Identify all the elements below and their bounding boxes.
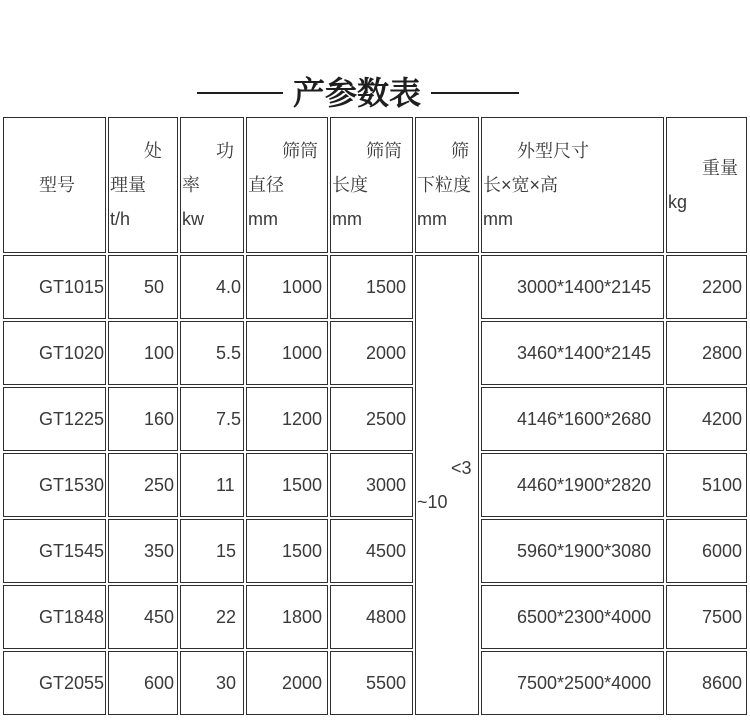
row5-power [180,519,244,583]
row4-weight [666,453,747,517]
dimensions-value: 3460*1400*2145 [517,343,652,363]
weight-value: 4200 [702,409,743,429]
header-capacity-unit: t/h [110,209,131,229]
row2-drum-diameter [246,321,328,385]
header-drum-diameter-line2: 直径 [248,175,284,195]
header-dimensions-unit: mm [483,209,513,229]
model-value: GT1530 [39,475,105,495]
row1-capacity [108,255,178,319]
row3-model [3,387,106,451]
row2-model [3,321,106,385]
capacity-value: 250 [144,475,175,495]
table-title [197,72,519,114]
undersize-value-line2: ~10 [417,492,448,512]
header-undersize-line1: 筛 [451,141,469,161]
header-undersize-line2: 下粒度 [417,175,471,195]
power-value: 11 [216,475,235,495]
row6-dimensions [481,585,664,649]
row6-capacity [108,585,178,649]
row5-capacity [108,519,178,583]
capacity-value: 100 [144,343,175,363]
dimensions-value: 6500*2300*4000 [517,607,652,627]
header-drum-length-unit: mm [332,209,362,229]
header-weight [666,117,747,253]
dimensions-value: 7500*2500*4000 [517,673,652,693]
header-drum-diameter [246,117,328,253]
row3-power [180,387,244,451]
row6-model [3,585,106,649]
header-power-unit: kw [182,209,204,229]
row6-weight [666,585,747,649]
header-capacity [108,117,178,253]
header-drum-length-line1: 筛筒 [366,141,402,161]
drum-length-value: 4800 [366,607,407,627]
title-text: 产参数表 [293,75,422,111]
power-value: 15 [216,541,237,561]
drum-length-value: 4500 [366,541,407,561]
row5-weight [666,519,747,583]
title-left-rule [197,92,283,94]
row1-dimensions [481,255,664,319]
capacity-value: 450 [144,607,175,627]
row6-drum-diameter [246,585,328,649]
drum-diameter-value: 1800 [282,607,323,627]
header-weight-line1: 重量 [702,158,738,178]
power-value: 5.5 [216,343,242,363]
row5-drum-length [330,519,413,583]
row4-drum-diameter [246,453,328,517]
model-value: GT1225 [39,409,105,429]
header-undersize-unit: mm [417,209,447,229]
undersize-value-line1: <3 [451,458,472,478]
weight-value: 8600 [702,673,743,693]
capacity-value: 600 [144,673,175,693]
dimensions-value: 3000*1400*2145 [517,277,652,297]
header-weight-unit: kg [668,192,688,212]
header-dimensions-line1: 外型尺寸 [517,141,589,161]
capacity-value: 160 [144,409,175,429]
weight-value: 2200 [702,277,743,297]
drum-length-value: 1500 [366,277,407,297]
header-drum-length-line2: 长度 [332,175,368,195]
row7-drum-length [330,651,413,715]
row4-dimensions [481,453,664,517]
row7-weight [666,651,747,715]
row1-model [3,255,106,319]
header-power-line2: 率 [182,175,200,195]
row2-capacity [108,321,178,385]
row2-drum-length [330,321,413,385]
header-drum-length [330,117,413,253]
header-capacity-line1: 处 [144,141,162,161]
header-model-line1: 型号 [39,175,75,195]
row1-weight [666,255,747,319]
weight-value: 2800 [702,343,743,363]
row1-drum-length [330,255,413,319]
model-value: GT1848 [39,607,105,627]
drum-diameter-value: 1000 [282,343,323,363]
power-value: 7.5 [216,409,242,429]
drum-diameter-value: 1500 [282,541,323,561]
drum-diameter-value: 2000 [282,673,323,693]
power-value: 30 [216,673,237,693]
header-power [180,117,244,253]
weight-value: 5100 [702,475,743,495]
undersize-value-cell [415,255,479,715]
power-value: 4.0 [216,277,242,297]
model-value: GT2055 [39,673,105,693]
drum-length-value: 2500 [366,409,407,429]
power-value: 22 [216,607,237,627]
row7-drum-diameter [246,651,328,715]
row3-capacity [108,387,178,451]
model-value: GT1545 [39,541,105,561]
row4-capacity [108,453,178,517]
dimensions-value: 5960*1900*3080 [517,541,652,561]
header-drum-diameter-unit: mm [248,209,278,229]
row4-power [180,453,244,517]
weight-value: 6000 [702,541,743,561]
capacity-value: 350 [144,541,175,561]
drum-diameter-value: 1500 [282,475,323,495]
header-dimensions-line2: 长×宽×高 [483,175,559,195]
model-value: GT1020 [39,343,105,363]
row6-power [180,585,244,649]
dimensions-value: 4460*1900*2820 [517,475,652,495]
row2-weight [666,321,747,385]
row7-power [180,651,244,715]
row7-capacity [108,651,178,715]
drum-diameter-value: 1000 [282,277,323,297]
title-right-rule [431,92,519,94]
row5-model [3,519,106,583]
drum-length-value: 5500 [366,673,407,693]
row4-drum-length [330,453,413,517]
drum-length-value: 2000 [366,343,407,363]
row7-dimensions [481,651,664,715]
drum-diameter-value: 1200 [282,409,323,429]
spec-table [3,117,747,715]
weight-value: 7500 [702,607,743,627]
row3-drum-diameter [246,387,328,451]
header-power-line1: 功 [216,141,234,161]
drum-length-value: 3000 [366,475,407,495]
header-dimensions [481,117,664,253]
model-value: GT1015 [39,277,105,297]
capacity-value: 50 [144,277,165,297]
row3-drum-length [330,387,413,451]
row3-dimensions [481,387,664,451]
dimensions-value: 4146*1600*2680 [517,409,652,429]
row7-model [3,651,106,715]
row4-model [3,453,106,517]
row2-dimensions [481,321,664,385]
row3-weight [666,387,747,451]
row2-power [180,321,244,385]
row1-power [180,255,244,319]
header-model [3,117,106,253]
row1-drum-diameter [246,255,328,319]
header-capacity-line2: 理量 [110,175,146,195]
row5-dimensions [481,519,664,583]
row5-drum-diameter [246,519,328,583]
row6-drum-length [330,585,413,649]
header-undersize [415,117,479,253]
header-drum-diameter-line1: 筛筒 [282,141,318,161]
